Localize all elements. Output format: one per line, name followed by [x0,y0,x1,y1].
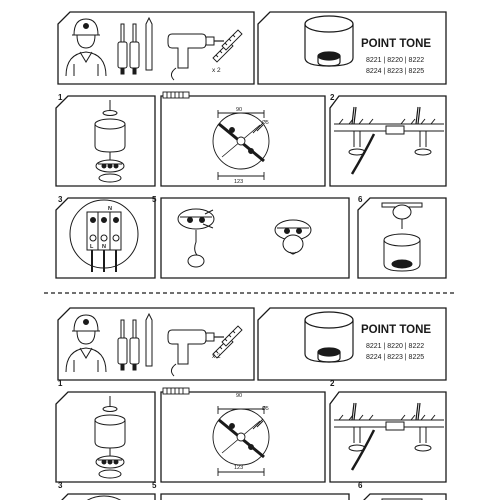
step-1-number-copy: 1 [58,379,63,388]
step-2-number-copy: 2 [330,379,335,388]
template-height-copy: 123 [234,465,244,471]
product-title-copy: POINT TONE [361,324,432,336]
step-5-number-copy: 5 [152,481,157,490]
template-hole: Ø5 [262,120,269,126]
template-hole-copy: Ø5 [262,406,269,412]
step-3-number-copy: 3 [58,481,63,490]
terminal-n-top: N [108,206,112,212]
step-1-number: 1 [58,93,63,102]
product-codes-line1: 8221 | 8220 | 8222 [366,57,425,64]
step-3-number: 3 [58,195,63,204]
product-title: POINT TONE [361,38,432,50]
template-height: 123 [234,179,244,185]
terminal-n: N [102,244,106,250]
product-codes-line1-copy: 8221 | 8220 | 8222 [366,343,425,350]
instruction-section-top [56,12,446,278]
step-6-number-copy: 6 [358,481,363,490]
product-codes-line2: 8224 | 8223 | 8225 [366,68,425,75]
anchor-count-copy: x 2 [212,353,221,360]
template-width: 90 [236,107,243,113]
terminal-l: L [90,244,94,250]
step-5-number: 5 [152,195,157,204]
instruction-section-bottom [56,308,446,500]
product-codes-line2-copy: 8224 | 8223 | 8225 [366,354,425,361]
step-2-number: 2 [330,93,335,102]
step-6-number: 6 [358,195,363,204]
template-width-copy: 90 [236,393,243,399]
anchor-count: x 2 [212,67,221,74]
